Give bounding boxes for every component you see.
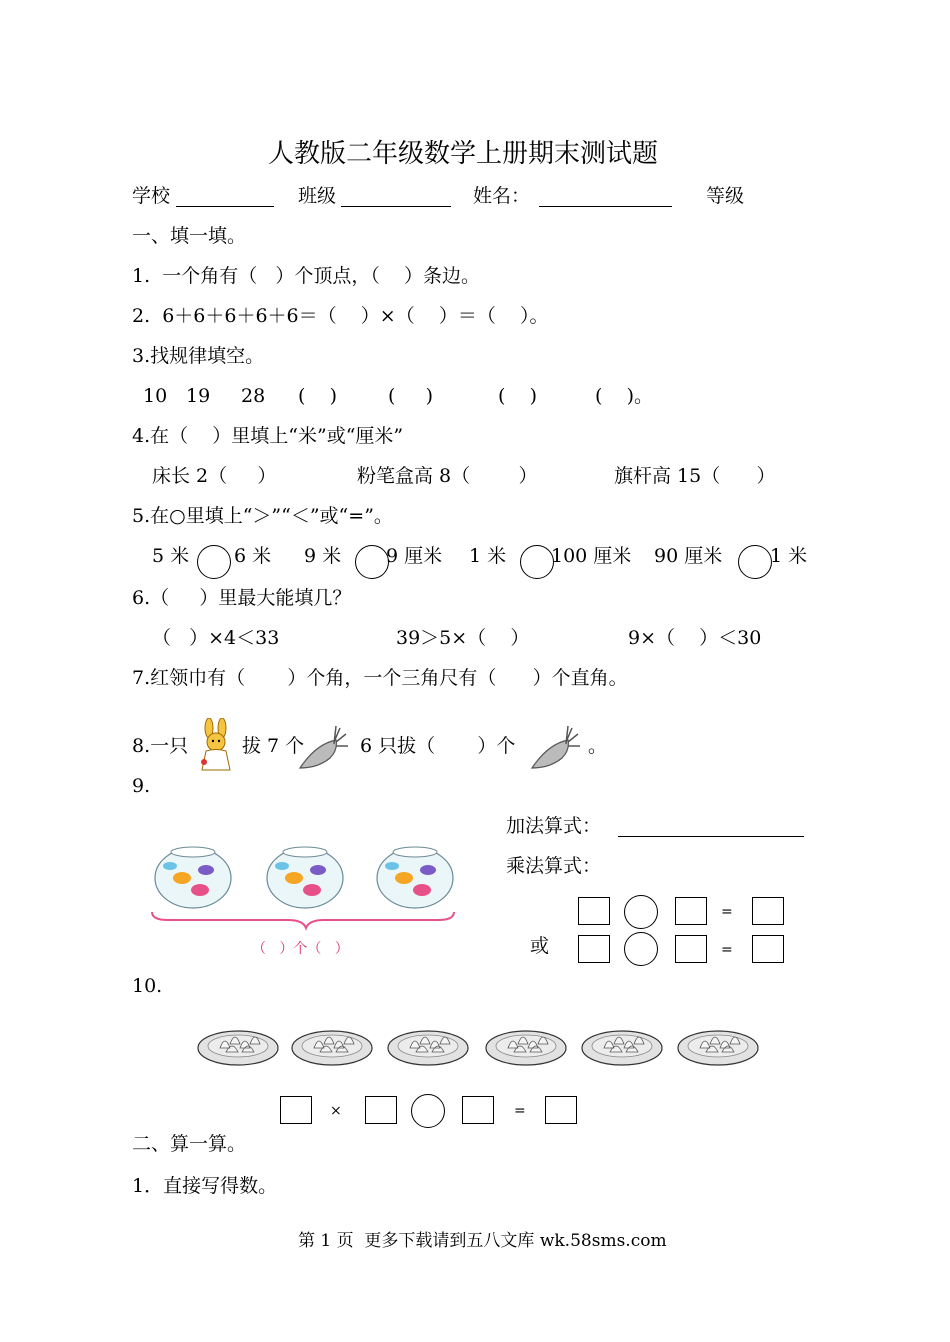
- question-8-part: 。: [588, 735, 608, 757]
- question-8-part: 8.一只: [132, 735, 189, 757]
- times-sign: ×: [330, 1103, 342, 1119]
- sequence-item: 28: [241, 385, 266, 407]
- unit-item-bed: 床长 2（ ）: [152, 465, 277, 487]
- question-3: 3.找规律填空。: [132, 345, 265, 367]
- compare-right: 100 厘米: [551, 545, 632, 567]
- answer-box[interactable]: [545, 1096, 577, 1124]
- operator-circle[interactable]: [624, 895, 658, 929]
- school-label: 学校: [132, 185, 171, 207]
- question-7: 7.红领巾有（ ）个角，一个三角尺有（ ）个直角。: [132, 667, 628, 689]
- compare-circle[interactable]: [355, 545, 389, 579]
- sequence-item: 10: [143, 385, 168, 407]
- carrot-icon: [528, 724, 582, 774]
- grade-label: 等级: [706, 185, 745, 207]
- section2-question-1: 1．直接写得数。: [132, 1175, 278, 1197]
- answer-box[interactable]: [462, 1096, 494, 1124]
- inequality-item: 9×（ ）＜30: [628, 627, 762, 649]
- sequence-blank: ( ): [498, 385, 537, 407]
- question-4: 4.在（ ）里填上“米”或“厘米”: [132, 425, 404, 447]
- sequence-blank: ( )。: [595, 385, 653, 407]
- compare-left: 90 厘米: [654, 545, 723, 567]
- compare-circle[interactable]: [738, 545, 772, 579]
- question-1: 1. 一个角有（ ）个顶点，（ ）条边。: [132, 265, 480, 287]
- class-label: 班级: [298, 185, 337, 207]
- sequence-blank: ( ): [298, 385, 337, 407]
- question-2: 2. 6＋6＋6＋6＋6＝（ ）×（ ）＝（ ）。: [132, 305, 549, 327]
- answer-box[interactable]: [578, 935, 610, 963]
- fishbowls-illustration: [148, 842, 458, 934]
- or-label: 或: [530, 935, 550, 957]
- unit-item-chalkbox: 粉笔盒高 8（ ）: [357, 465, 538, 487]
- equals-sign: =: [721, 904, 733, 920]
- answer-box[interactable]: [752, 897, 784, 925]
- answer-box[interactable]: [675, 897, 707, 925]
- answer-box[interactable]: [752, 935, 784, 963]
- sequence-blank: ( ): [388, 385, 434, 407]
- school-blank[interactable]: [176, 206, 274, 207]
- section1-heading: 一、填一填。: [132, 225, 247, 247]
- equals-sign: =: [721, 942, 733, 958]
- rabbit-icon: [194, 718, 238, 774]
- fishbowl-caption: （ ）个（ ）: [252, 941, 349, 957]
- question-9: 9.: [132, 775, 151, 797]
- operator-circle[interactable]: [624, 932, 658, 966]
- equals-sign: =: [514, 1103, 526, 1119]
- class-blank[interactable]: [341, 206, 451, 207]
- inequality-item: 39＞5×（ ）: [396, 627, 530, 649]
- unit-item-flagpole: 旗杆高 15（ ）: [614, 465, 776, 487]
- answer-box[interactable]: [675, 935, 707, 963]
- multiplication-label: 乘法算式：: [506, 855, 602, 877]
- compare-right: 6 米: [234, 545, 272, 567]
- question-8-part: 拔 7 个: [242, 735, 305, 757]
- sequence-item: 19: [186, 385, 211, 407]
- inequality-item: （ ）×4＜33: [152, 627, 280, 649]
- compare-left: 1 米: [469, 545, 507, 567]
- answer-box[interactable]: [280, 1096, 312, 1124]
- page-title: 人教版二年级数学上册期末测试题: [268, 139, 659, 169]
- carrot-icon: [296, 724, 350, 774]
- compare-right: 1 米: [770, 545, 808, 567]
- compare-circle[interactable]: [520, 545, 554, 579]
- dumpling-plates-illustration: [196, 1022, 766, 1070]
- compare-left: 9 米: [304, 545, 342, 567]
- compare-left: 5 米: [152, 545, 190, 567]
- compare-right: 9 厘米: [386, 545, 443, 567]
- name-label: 姓名：: [473, 185, 531, 207]
- question-5: 5.在○里填上“＞”“＜”或“=”。: [132, 505, 393, 527]
- question-6: 6.（ ）里最大能填几？: [132, 587, 352, 609]
- section2-heading: 二、算一算。: [132, 1133, 247, 1155]
- page-footer: 第 1 页 更多下载请到五八文库 wk.58sms.com: [298, 1231, 667, 1251]
- question-8-part: 6 只拔（ ）个: [360, 735, 516, 757]
- answer-box[interactable]: [578, 897, 610, 925]
- operator-circle[interactable]: [411, 1094, 445, 1128]
- name-blank[interactable]: [539, 206, 672, 207]
- compare-circle[interactable]: [197, 545, 231, 579]
- addition-blank[interactable]: [618, 836, 804, 837]
- addition-label: 加法算式：: [506, 815, 602, 837]
- question-10: 10.: [132, 975, 163, 997]
- answer-box[interactable]: [365, 1096, 397, 1124]
